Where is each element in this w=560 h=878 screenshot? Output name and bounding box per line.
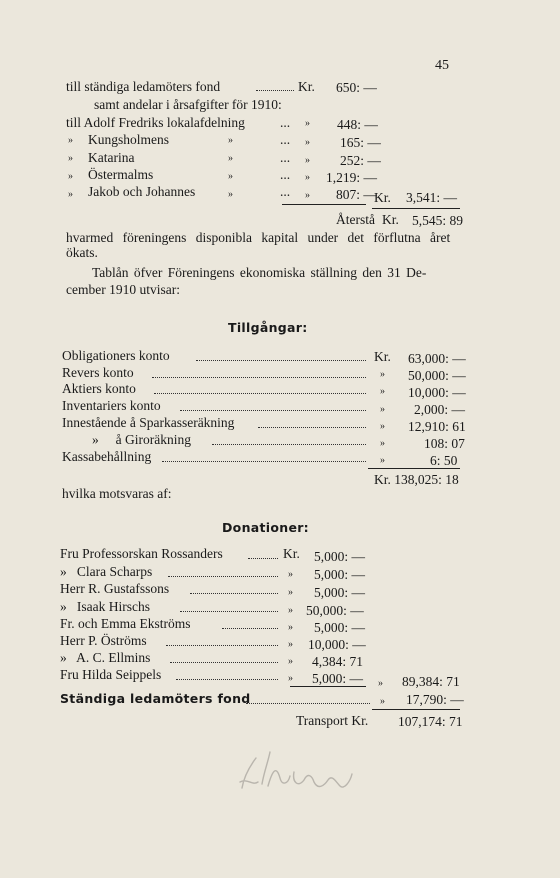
branch-amount: 1,219: —	[326, 170, 378, 185]
donation-label: » Clara Scharps	[60, 564, 153, 579]
page-number: 45	[435, 58, 449, 73]
donation-amount: 5,000: —	[312, 671, 364, 686]
transport-amount: 107,174: 71	[398, 714, 463, 729]
branch-label: Katarina	[88, 150, 135, 165]
donation-currency: Kr.	[283, 546, 300, 561]
branches-total-amount: 3,541: —	[406, 190, 458, 205]
asset-currency: »	[380, 455, 385, 466]
branch-label: Kungsholmens	[88, 132, 169, 147]
branch-ditto: »	[305, 137, 310, 148]
donation-currency: »	[288, 587, 293, 598]
donations-subtotal-currency: »	[378, 678, 383, 689]
leader-dots	[258, 427, 366, 428]
leader-dots	[180, 611, 278, 612]
fund-amount: 17,790: —	[406, 692, 464, 707]
donation-amount: 4,384: 71	[312, 654, 364, 669]
share-line: samt andelar i årsafgifter för 1910:	[94, 97, 282, 112]
branch-amount: 807: —	[336, 187, 377, 202]
branch-ditto: »	[305, 190, 310, 201]
branch-dots: ...	[280, 150, 291, 165]
leader-dots	[152, 377, 366, 378]
donation-label: Fr. och Emma Ekströms	[60, 616, 191, 631]
leader-dots	[212, 444, 366, 445]
branch-label: till Adolf Fredriks lokalafdelning	[66, 115, 245, 130]
asset-currency: Kr.	[374, 349, 391, 364]
ditto-mark: »	[68, 189, 73, 200]
branch-label: Jakob och Johannes	[88, 184, 196, 199]
donation-amount: 5,000: —	[314, 585, 366, 600]
remaining-currency: Kr.	[382, 212, 399, 227]
sum-rule	[372, 208, 460, 209]
handwritten-signature	[228, 742, 368, 812]
asset-label: Obligationers konto	[62, 348, 170, 363]
branches-total-currency: Kr.	[374, 190, 391, 205]
paragraph-line: ökats.	[66, 245, 98, 260]
donation-label: » Isaak Hirschs	[60, 599, 150, 614]
donation-label: Herr R. Gustafssons	[60, 581, 170, 596]
fund-heading: Ständiga ledamöters fond	[60, 691, 251, 706]
ditto-mark: »	[68, 135, 73, 146]
donation-amount: 10,000: —	[308, 637, 366, 652]
donations-subtotal: 89,384: 71	[402, 674, 460, 689]
asset-currency: »	[380, 404, 385, 415]
donation-amount: 5,000: —	[314, 567, 366, 582]
asset-amount: 108: 07	[424, 436, 465, 451]
ditto-mark: »	[228, 153, 233, 164]
asset-label: Kassabehållning	[62, 449, 152, 464]
leader-dots	[166, 645, 278, 646]
branch-dots: ...	[280, 184, 291, 199]
fund-line-amount: 650: —	[336, 80, 377, 95]
leader-dots	[248, 558, 278, 559]
asset-currency: »	[380, 421, 385, 432]
asset-currency: »	[380, 386, 385, 397]
ditto-mark: »	[68, 153, 73, 164]
sum-rule	[290, 686, 366, 687]
asset-currency: »	[380, 369, 385, 380]
sum-rule	[282, 204, 366, 205]
leader-dots	[162, 461, 366, 462]
branch-ditto: »	[305, 155, 310, 166]
remaining-amount: 5,545: 89	[412, 213, 464, 228]
donation-amount: 5,000: —	[314, 549, 366, 564]
paragraph-line: hvarmed föreningens disponibla kapital under det förflutna året	[66, 230, 451, 245]
asset-amount: 12,910: 61	[408, 419, 466, 434]
donation-amount: 50,000: —	[306, 603, 364, 618]
donation-label: » A. C. Ellmins	[60, 650, 151, 665]
asset-label: Aktiers konto	[62, 381, 136, 396]
assets-matched-text: hvilka motsvaras af:	[62, 486, 172, 501]
ditto-mark: »	[228, 189, 233, 200]
ditto-mark: »	[68, 171, 73, 182]
leader-dots	[168, 576, 278, 577]
branch-amount: 165: —	[340, 135, 381, 150]
branch-ditto: »	[305, 118, 310, 129]
donation-currency: »	[288, 569, 293, 580]
asset-amount: 10,000: —	[408, 385, 466, 400]
donation-currency: »	[288, 639, 293, 650]
asset-amount: 63,000: —	[408, 351, 466, 366]
assets-heading: Tillgångar:	[228, 320, 308, 335]
leader-dots	[196, 360, 366, 361]
branch-dots: ...	[280, 167, 291, 182]
asset-amount: 2,000: —	[414, 402, 466, 417]
branch-amount: 252: —	[340, 153, 381, 168]
asset-currency: »	[380, 438, 385, 449]
transport-label: Transport Kr.	[296, 713, 369, 728]
fund-currency: »	[380, 696, 385, 707]
donation-label: Herr P. Öströms	[60, 633, 147, 648]
leader-dots	[246, 703, 370, 704]
fund-line-currency: Kr.	[298, 79, 315, 94]
fund-line-label: till ständiga ledamöters fond	[66, 79, 221, 94]
asset-label: » å Giroräkning	[92, 432, 191, 447]
asset-label: Innestående å Sparkasseräkning	[62, 415, 235, 430]
assets-total: Kr. 138,025: 18	[374, 472, 459, 487]
asset-amount: 6: 50	[430, 453, 458, 468]
remaining-label: Återstå	[336, 212, 375, 227]
sum-rule	[372, 709, 460, 710]
asset-label: Revers konto	[62, 365, 134, 380]
leader-dots	[176, 679, 278, 680]
donation-label: Fru Hilda Seippels	[60, 667, 162, 682]
donation-currency: »	[288, 622, 293, 633]
branch-label: Östermalms	[88, 167, 154, 182]
asset-amount: 50,000: —	[408, 368, 466, 383]
donation-currency: »	[288, 673, 293, 684]
leader-dots	[170, 662, 278, 663]
paragraph-line: Tablån öfver Föreningens ekonomiska ställning den 31 De-	[92, 265, 427, 280]
leader-dots	[180, 410, 366, 411]
ditto-mark: »	[228, 135, 233, 146]
leader-dots	[256, 90, 294, 91]
ditto-mark: »	[228, 171, 233, 182]
donation-currency: »	[288, 605, 293, 616]
leader-dots	[154, 393, 366, 394]
leader-dots	[222, 628, 278, 629]
paragraph-line: cember 1910 utvisar:	[66, 282, 180, 297]
donation-currency: »	[288, 656, 293, 667]
donations-heading: Donationer:	[222, 520, 309, 535]
sum-rule	[368, 468, 460, 469]
branch-dots: ...	[280, 132, 291, 147]
asset-label: Inventariers konto	[62, 398, 161, 413]
donation-amount: 5,000: —	[314, 620, 366, 635]
donation-label: Fru Professorskan Rossanders	[60, 546, 223, 561]
branch-dots: ...	[280, 115, 291, 130]
branch-ditto: »	[305, 172, 310, 183]
branch-amount: 448: —	[337, 117, 378, 132]
leader-dots	[190, 593, 278, 594]
